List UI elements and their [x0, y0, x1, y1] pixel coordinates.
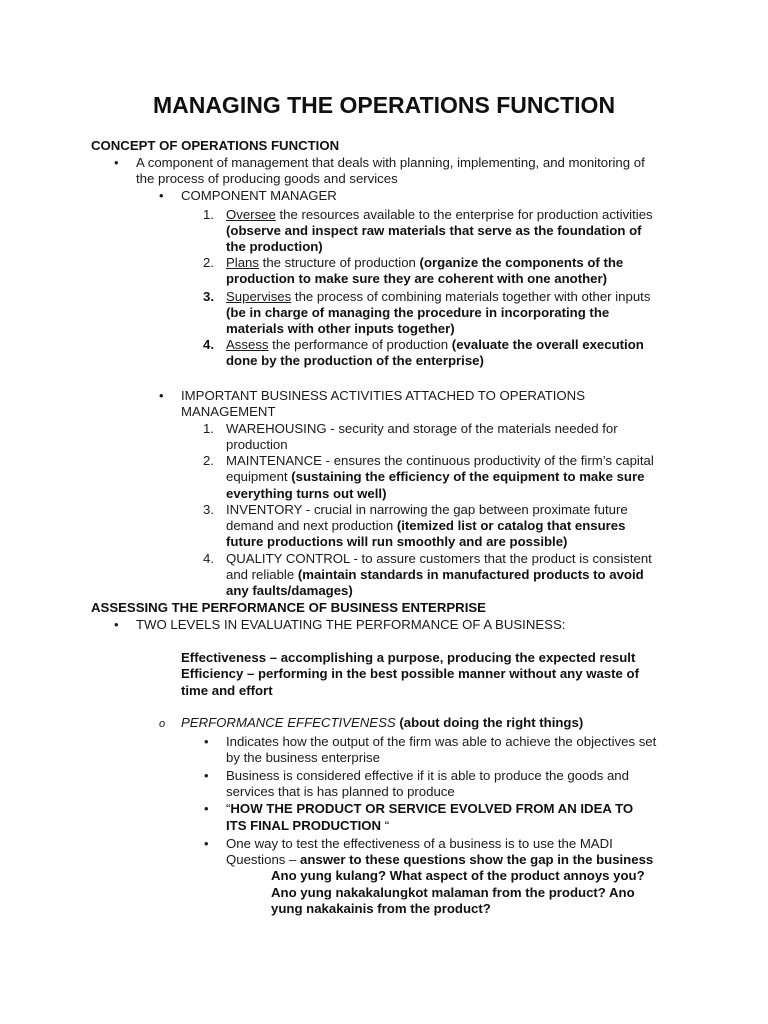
performance-effectiveness-heading	[181, 715, 583, 731]
point-line: by the business enterprise	[226, 750, 380, 765]
quote-mark: “	[384, 818, 390, 833]
heading-italic: PERFORMANCE EFFECTIVENESS	[181, 715, 400, 730]
item-text: equipment	[226, 469, 292, 484]
item-bold-line: done by the production of the enterprise)	[226, 353, 484, 368]
efficiency-definition-line1: Efficiency – performing in the best possible manner without any waste of	[181, 666, 639, 681]
point-line	[226, 801, 633, 817]
list-number: 4.	[203, 337, 214, 352]
term-oversee: Oversee	[226, 207, 276, 222]
point-line	[226, 852, 653, 868]
list-item	[226, 289, 650, 305]
list-number: 3.	[203, 502, 214, 517]
concept-bullet-line1: A component of management that deals with planning, implementing, and monitoring of	[136, 155, 645, 170]
point-bold: ITS FINAL PRODUCTION	[226, 818, 385, 833]
item-bold-inline: (itemized list or catalog that ensures	[396, 518, 626, 533]
list-item-line: MAINTENANCE - ensures the continuous productivity of the firm’s capital	[226, 453, 654, 468]
point-bold: HOW THE PRODUCT OR SERVICE EVOLVED FROM AN IDEA TO	[230, 801, 634, 816]
bullet-icon: •	[159, 388, 164, 403]
point-line: Indicates how the output of the firm was able to achieve the objectives set	[226, 734, 657, 749]
list-number: 4.	[203, 551, 214, 566]
list-item-line	[226, 469, 644, 485]
list-item	[226, 207, 653, 223]
item-text: the structure of production	[259, 255, 420, 270]
point-line: Business is considered effective if it is able to produce the goods and	[226, 768, 629, 783]
item-bold-line: future productions will run smoothly and are possible)	[226, 534, 568, 549]
item-text: Questions –	[226, 852, 301, 867]
term-assess: Assess	[226, 337, 269, 352]
item-bold-inline: (evaluate the overall execution	[451, 337, 644, 352]
open-bullet-icon: o	[159, 718, 166, 730]
item-bold-line: (be in charge of managing the procedure in incorporating the	[226, 305, 610, 320]
list-item-line: INVENTORY - crucial in narrowing the gap between proximate future	[226, 502, 628, 517]
activities-heading-line2: MANAGEMENT	[181, 404, 276, 419]
quote-mark: “	[226, 801, 231, 816]
list-number: 1.	[203, 207, 214, 222]
item-text: and reliable	[226, 567, 298, 582]
item-text: the process of combining materials together with other inputs	[291, 289, 651, 304]
list-number: 3.	[203, 289, 214, 304]
madi-question-line: Ano yung kulang? What aspect of the product annoys you?	[271, 868, 645, 883]
list-item-line: QUALITY CONTROL - to assure customers that the product is consistent	[226, 551, 652, 566]
list-item-line	[226, 567, 644, 583]
item-bold-line: (observe and inspect raw materials that serve as the foundation of	[226, 223, 642, 238]
list-item-line: production	[226, 437, 288, 452]
list-item	[226, 255, 623, 271]
list-number: 2.	[203, 255, 214, 270]
section-heading-assessing: ASSESSING THE PERFORMANCE OF BUSINESS ENTERPRISE	[91, 600, 486, 615]
item-bold-line: the production)	[226, 239, 323, 254]
item-bold-line: any faults/damages)	[226, 583, 353, 598]
effectiveness-definition: Effectiveness – accomplishing a purpose, producing the expected result	[181, 650, 636, 665]
page-title: MANAGING THE OPERATIONS FUNCTION	[152, 92, 616, 118]
bullet-icon: •	[159, 188, 164, 203]
item-bold-line: everything turns out well)	[226, 486, 387, 501]
item-bold-inline: (sustaining the efficiency of the equipment to make sure	[291, 469, 645, 484]
component-manager-heading: COMPONENT MANAGER	[181, 188, 337, 203]
bullet-icon: •	[204, 801, 209, 816]
point-bold: answer to these questions show the gap in the business	[300, 852, 654, 867]
list-number: 1.	[203, 421, 214, 436]
bullet-icon: •	[204, 768, 209, 783]
term-supervises: Supervises	[226, 289, 292, 304]
bullet-icon: •	[114, 155, 119, 170]
concept-bullet-line2: the process of producing goods and services	[136, 171, 398, 186]
two-levels-bullet: TWO LEVELS IN EVALUATING THE PERFORMANCE OF A BUSINESS:	[136, 617, 566, 632]
efficiency-definition-line2: time and effort	[181, 683, 273, 698]
madi-question-line: yung nakakainis from the product?	[271, 901, 491, 916]
bullet-icon: •	[204, 836, 209, 851]
item-bold-inline: (maintain standards in manufactured products to avoid	[297, 567, 644, 582]
item-bold-line: production to make sure they are coherent with one another)	[226, 271, 608, 286]
madi-question-line: Ano yung nakakalungkot malaman from the product? Ano	[271, 885, 635, 900]
point-line: services that is has planned to produce	[226, 784, 455, 799]
point-line	[226, 818, 389, 834]
heading-bold: (about doing the right things)	[399, 715, 584, 730]
item-bold-inline: (organize the components of the	[419, 255, 624, 270]
list-item	[226, 337, 644, 353]
list-item-line: WAREHOUSING - security and storage of the materials needed for	[226, 421, 618, 436]
activities-heading-line1: IMPORTANT BUSINESS ACTIVITIES ATTACHED TO OPERATIONS	[181, 388, 585, 403]
section-heading-concept: CONCEPT OF OPERATIONS FUNCTION	[91, 138, 340, 153]
item-bold-line: materials with other inputs together)	[226, 321, 455, 336]
bullet-icon: •	[114, 617, 119, 632]
item-text: demand and next production	[226, 518, 397, 533]
list-number: 2.	[203, 453, 214, 468]
item-text: the performance of production	[268, 337, 452, 352]
term-plans: Plans	[226, 255, 259, 270]
item-text: the resources available to the enterprise for production activities	[275, 207, 653, 222]
list-item-line	[226, 518, 625, 534]
point-line: One way to test the effectiveness of a business is to use the MADI	[226, 836, 613, 851]
bullet-icon: •	[204, 734, 209, 749]
